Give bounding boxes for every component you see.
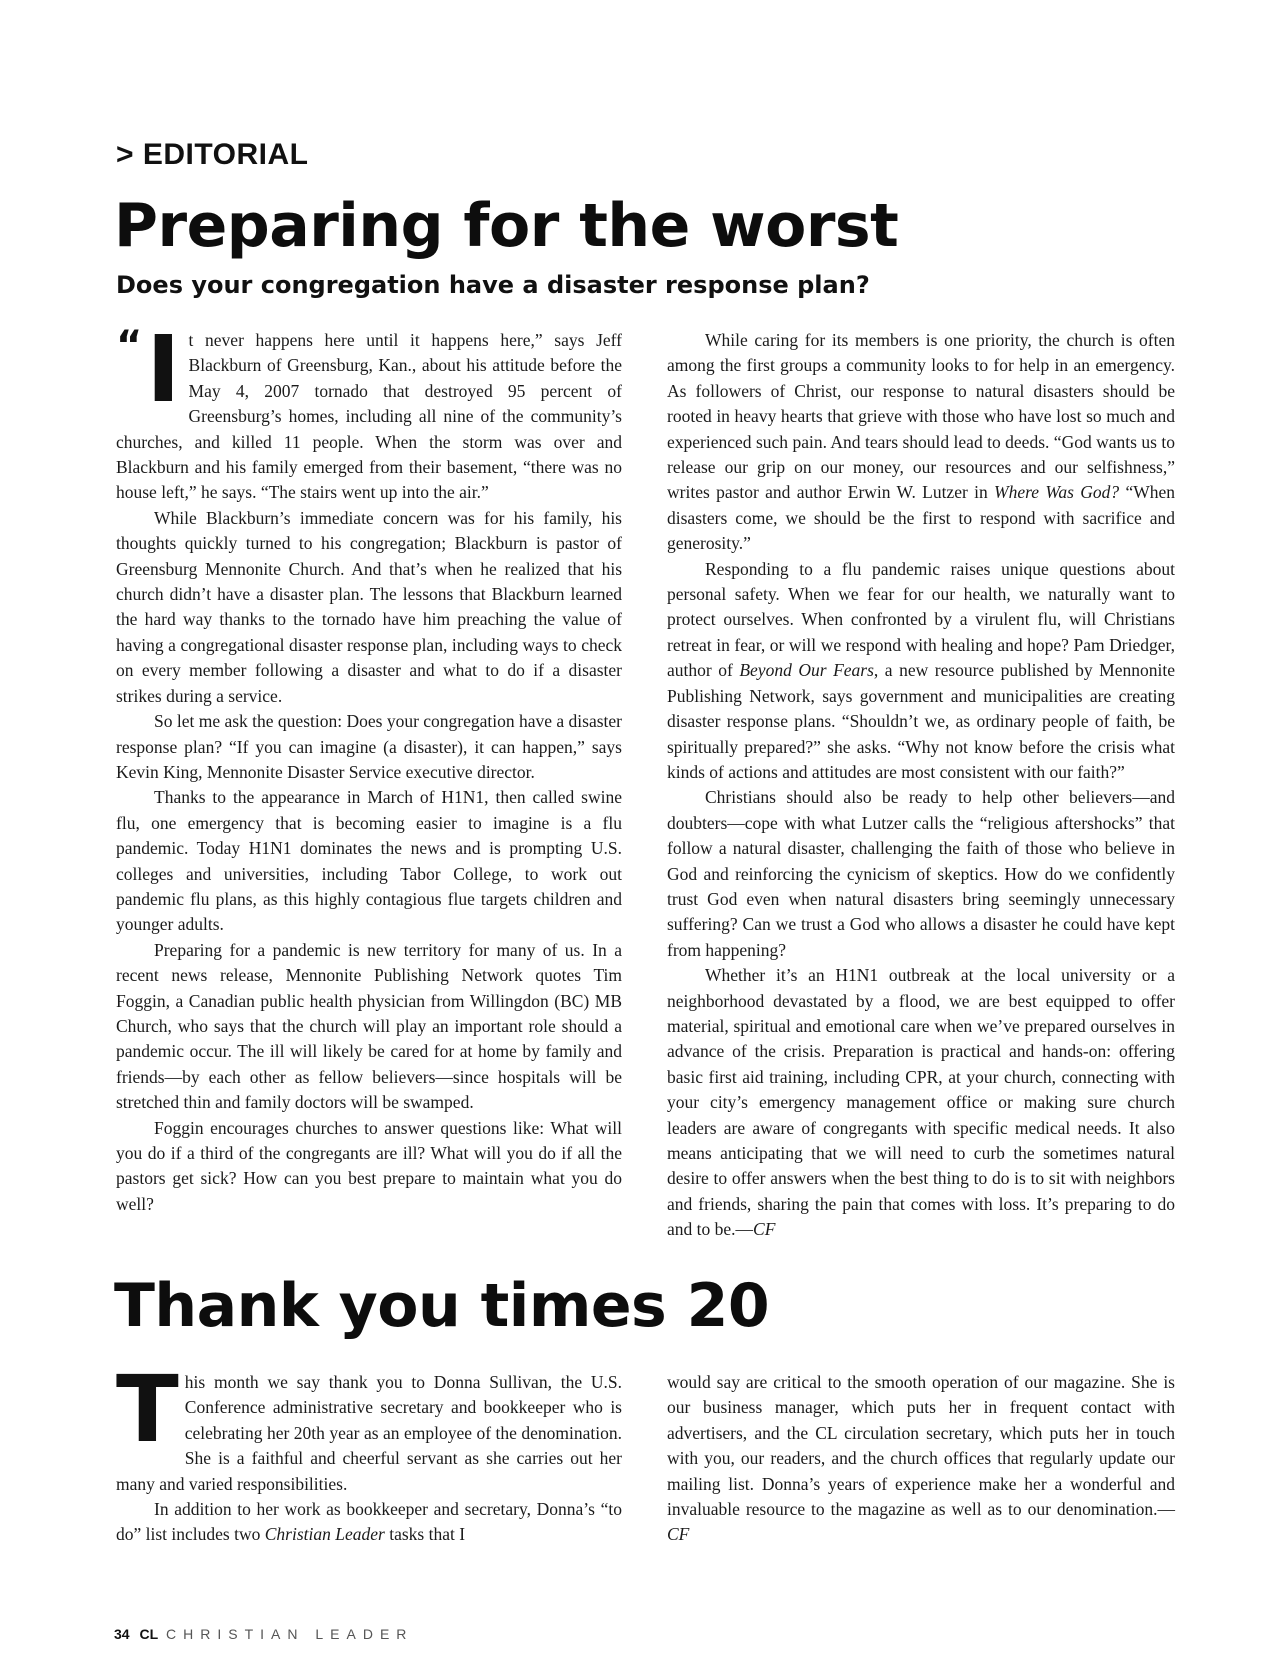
thanks-column-right: [667, 1370, 1175, 1548]
drop-cap: I: [146, 316, 181, 423]
paragraph-text: Responding to a flu pandemic raises unique questions about personal safety. When we fear for our health, we naturally want to protect ourselves. When confronted by a virulent flu, will Christians retreat in fear, or will we respond with healing and hope? Pam Driedger, author of: [667, 558, 1175, 681]
editorial-column-right: [667, 328, 1175, 1243]
thanks-paragraph: [116, 1497, 622, 1548]
drop-cap: T: [116, 1356, 179, 1463]
editorial-deck: Does your congregation have a disaster response plan?: [116, 271, 870, 299]
editorial-paragraph: Foggin encourages churches to answer questions like: What will you do if a third of the congregants are ill? What will you do if all the pastors get sick? How can you best prepare to maintain what you do well?: [116, 1117, 622, 1214]
thanks-column-left: [116, 1356, 622, 1548]
opening-quote-mark: “: [116, 323, 143, 369]
magazine-logo: CL: [139, 1626, 159, 1642]
thanks-paragraph: [116, 1356, 622, 1497]
author-signature: CF: [667, 1524, 690, 1545]
paragraph-text: “When disasters come, we should be the first to respond with sacrifice and generosity.”: [667, 482, 1175, 554]
page-footer: [114, 1626, 413, 1642]
author-signature: CF: [753, 1219, 776, 1240]
paragraph-text: In addition to her work as bookkeeper and secretary, Donna’s “to do” list includes two: [116, 1499, 622, 1545]
editorial-paragraph: [667, 328, 1175, 557]
editorial-paragraph: Preparing for a pandemic is new territory for many of us. In a recent news release, Mennonite Publishing Network quotes Tim Foggin, a Canadian public health physician from Willingdon (BC) MB Church, who says that the church will play an important role should a pandemic occur. The ill will likely be cared for at home by family and friends—by each other as fellow believers—since hospitals will be stretched thin and family doctors will be swamped.: [116, 939, 622, 1113]
book-title: Beyond Our Fears: [739, 660, 874, 681]
paragraph-text: , a new resource published by Mennonite Publishing Network, says government and municipalities are creating disaster response plans. “Shouldn’t we, as ordinary people of faith, be spiritually prepared?” she asks. “Why not know before the crisis what kinds of actions and attitudes are most consistent with our faith?”: [667, 660, 1175, 782]
magazine-name: CHRISTIAN LEADER: [166, 1626, 414, 1642]
book-title: Where Was God?: [994, 482, 1120, 503]
thanks-headline: Thank you times 20: [114, 1271, 770, 1341]
paragraph-text: t never happens here until it happens here,” says Jeff Blackburn of Greensburg, Kan., about his attitude before the May 4, 2007 tornado that destroyed 95 percent of Greensburg’s homes, including all nine of the community’s churches, and killed 11 people. When the storm was over and Blackburn and his family emerged from their basement, “there was no house left,” he says. “The stairs went up into the air.”: [116, 330, 622, 503]
editorial-paragraph: [667, 557, 1175, 786]
paragraph-text: would say are critical to the smooth operation of our magazine. She is our business manager, which puts her in frequent contact with advertisers, and the CL circulation secretary, which puts her in touch with you, our readers, and the church offices that regularly update our mailing list. Donna’s years of experience make her a wonderful and invaluable resource to the magazine as well as to our denomination.—: [667, 1372, 1175, 1520]
editorial-paragraph: Christians should also be ready to help other believers—and doubters—cope with what Lutzer calls the “religious aftershocks” that follow a natural disaster, challenging the faith of those who believe in God and reinforcing the cynicism of skeptics. How do we confidently trust God even when natural disasters bring seemingly unnecessary suffering? Can we trust a God who allows a disaster he could have kept from happening?: [667, 787, 1175, 960]
section-kicker: > EDITORIAL: [116, 138, 309, 171]
editorial-paragraph: While Blackburn’s immediate concern was for his family, his thoughts quickly turned to his congregation; Blackburn is pastor of Greensburg Mennonite Church. And that’s when he realized that his church didn’t have a disaster plan. The lessons that Blackburn learned the hard way thanks to the tornado have him preaching the value of having a congregational disaster response plan, including ways to check on every member following a disaster and what to do if a disaster strikes during a service.: [116, 507, 622, 706]
paragraph-text: While caring for its members is one priority, the church is often among the first groups a community looks to for help in an emergency. As followers of Christ, our response to natural disasters should be rooted in heavy hearts that grieve with those who have lost so much and experienced such pain. And tears should lead to deeds. “God wants us to release our grip on our money, our resources and our selfishness,” writes pastor and author Erwin W. Lutzer in: [667, 330, 1175, 503]
page-number: 34: [114, 1626, 130, 1642]
editorial-paragraph: [116, 316, 622, 506]
paragraph-text: tasks that I: [384, 1524, 466, 1545]
editorial-headline: Preparing for the worst: [114, 191, 899, 261]
thanks-paragraph: [667, 1370, 1175, 1548]
editorial-column-left: [116, 316, 623, 1217]
publication-title: Christian Leader: [264, 1524, 385, 1545]
paragraph-text: his month we say thank you to Donna Sullivan, the U.S. Conference administrative secretary and bookkeeper who is celebrating her 20th year as an employee of the denomination. She is a faithful and cheerful servant as she carries out her many and varied responsibilities.: [116, 1372, 622, 1494]
editorial-paragraph: Thanks to the appearance in March of H1N1, then called swine flu, one emergency that is becoming easier to imagine is a flu pandemic. Today H1N1 dominates the news and is prompting U.S. colleges and universities, including Tabor College, to work out pandemic flu plans, as this highly contagious flue targets children and younger adults.: [116, 787, 622, 935]
paragraph-text: Whether it’s an H1N1 outbreak at the local university or a neighborhood devastated by a flood, we are best equipped to offer material, spiritual and emotional care when we’ve prepared ourselves in advance of the crisis. Preparation is practical and hands-on: offering basic first aid training, including CPR, at your church, connecting with your city’s emergency management office or making sure church leaders are aware of congregants with specific medical needs. It also means anticipating that we will need to curb the sometimes natural desire to offer answers when the best thing to do is to sit with neighbors and friends, sharing the pain that comes with loss. It’s preparing to do and to be.—: [667, 965, 1175, 1240]
editorial-paragraph: [667, 963, 1175, 1242]
editorial-paragraph: So let me ask the question: Does your congregation have a disaster response plan? “If you can imagine (a disaster), it can happen,” says Kevin King, Mennonite Disaster Service executive director.: [116, 711, 623, 782]
